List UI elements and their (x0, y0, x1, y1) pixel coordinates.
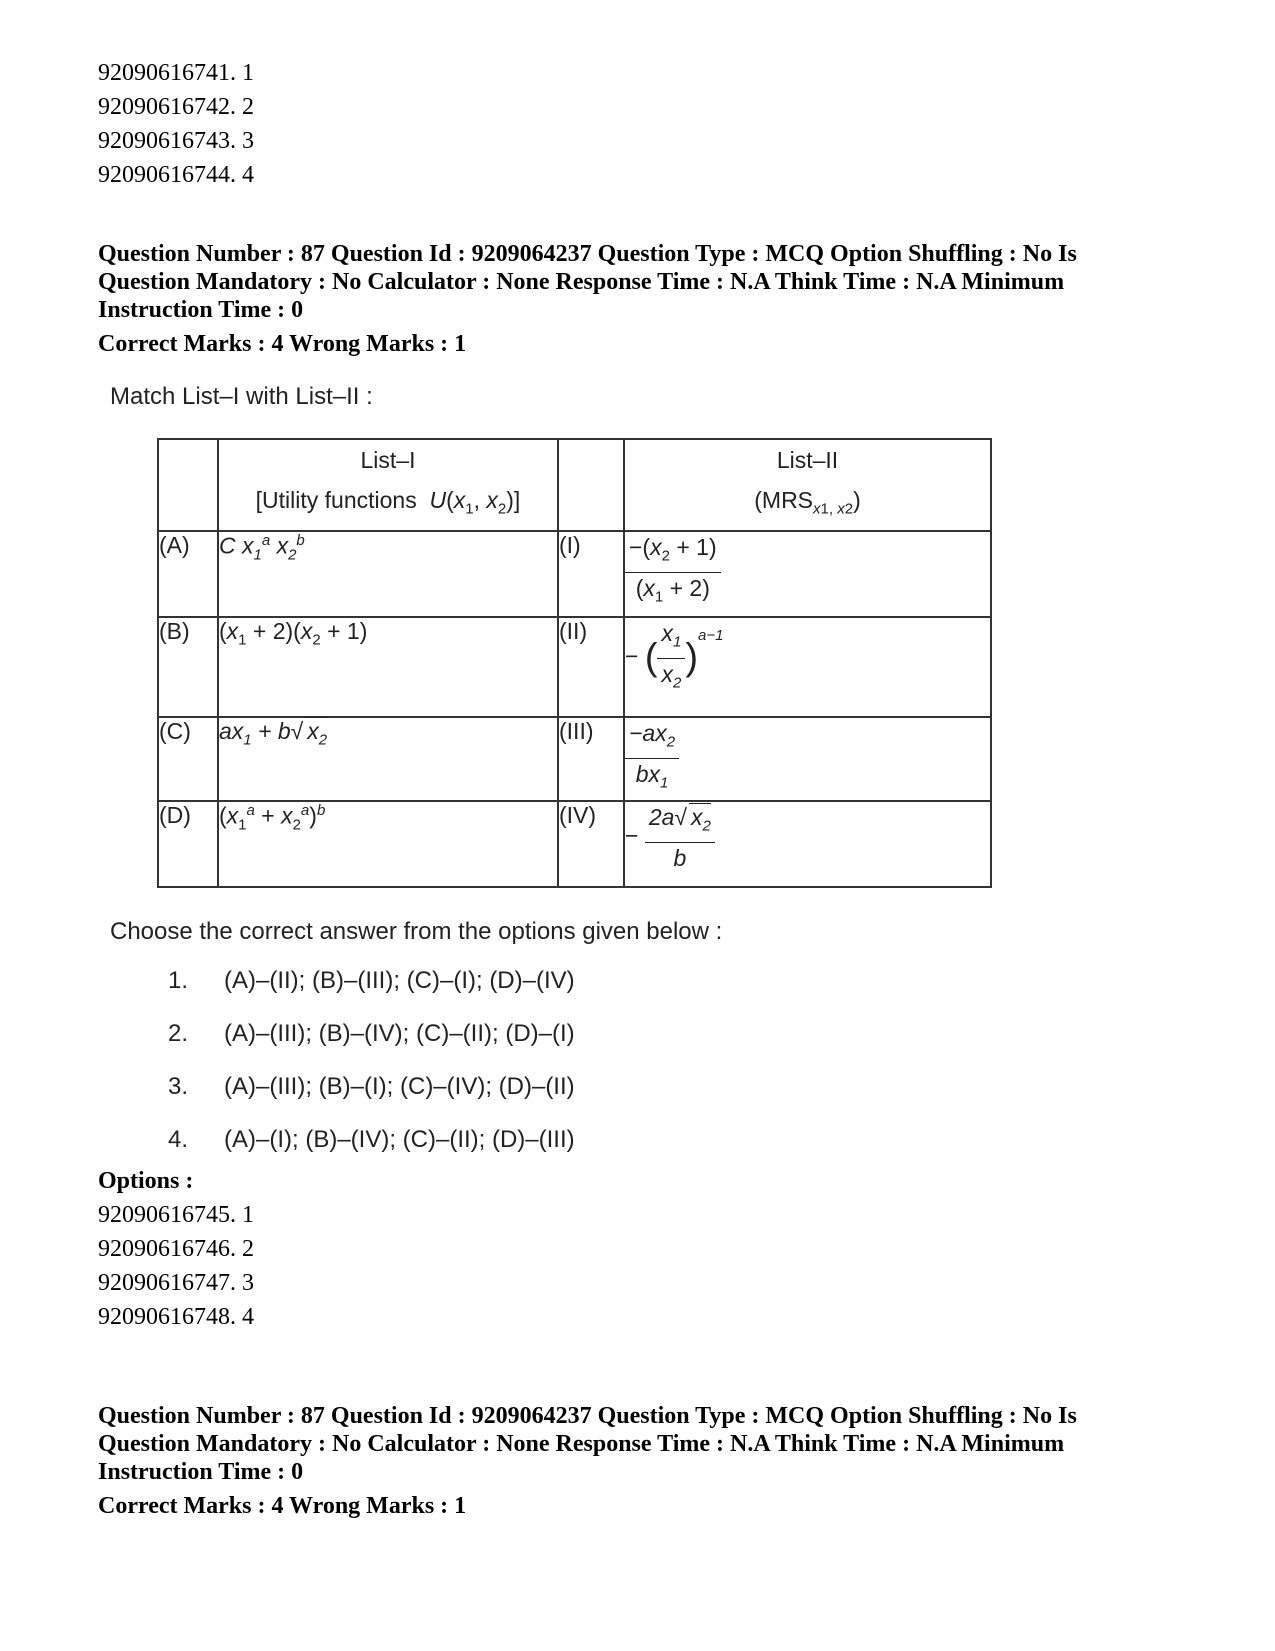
utility-function-b: $(x_1 + 2)(x_2 + 1)$ (218, 617, 558, 717)
roman-label: (III) (558, 717, 624, 801)
question-meta-line2: Question Mandatory : No Calculator : None Response Time : N.A Think Time : N.A Minimum (98, 1431, 1065, 1457)
next-question-header (98, 1402, 1178, 1520)
question-meta-line3: Instruction Time : 0 (98, 297, 304, 323)
utility-function-d: $(x_1^a + x_2^a)^b$ (218, 801, 558, 887)
mrs-expression-i: $\frac{-(x_2 + 1)}{(x_1 + 2)}$ (624, 531, 991, 617)
options-title: Options : (98, 1168, 194, 1194)
row-label: (A) (158, 531, 218, 617)
table-header-row (158, 439, 991, 531)
answer-choices (168, 962, 575, 1174)
option-id-line: 92090616747. 3 (98, 1270, 254, 1296)
utility-function-a: C $x_1^a$ $x_2^b$ (218, 531, 558, 617)
option-id-line: 92090616741. 1 (98, 60, 254, 86)
table-row (158, 617, 991, 717)
option-id-line: 92090616742. 2 (98, 94, 254, 120)
match-table (157, 438, 992, 888)
choose-instruction: Choose the correct answer from the options given below : (110, 918, 723, 945)
utility-function-c: $ax_1 + b√$ $x_2$ (218, 717, 558, 801)
answer-choice (168, 1068, 575, 1121)
table-row (158, 531, 991, 617)
answer-number: 1. (168, 967, 189, 994)
list1-title: List–I (360, 447, 416, 473)
list1-subtitle: [Utility functions $U(x_1$, $x_2$)] (255, 487, 521, 518)
question-meta-line3: Instruction Time : 0 (98, 1459, 304, 1485)
answer-number: 3. (168, 1073, 189, 1100)
row-label: (D) (158, 801, 218, 887)
option-id-line: 92090616748. 4 (98, 1304, 254, 1330)
question-meta-line1: Question Number : 87 Question Id : 9209064237 Question Type : MCQ Option Shuffling : No Is (98, 1403, 1077, 1429)
roman-label: (II) (558, 617, 624, 717)
list2-subtitle: $(MRS_{x1, x2})$ (754, 487, 861, 518)
table-row (158, 717, 991, 801)
list2-title: List–II (776, 447, 839, 473)
answer-text: (A)–(III); (B)–(IV); (C)–(II); (D)–(I) (224, 1020, 575, 1047)
question-marks: Correct Marks : 4 Wrong Marks : 1 (98, 1493, 467, 1519)
list1-header (218, 439, 558, 531)
empty-header-cell (558, 439, 624, 531)
previous-options-list (98, 56, 254, 192)
roman-label: (IV) (558, 801, 624, 887)
answer-choice (168, 962, 575, 1015)
question-header (98, 240, 1178, 358)
option-id-line: 92090616744. 4 (98, 162, 254, 188)
option-id-line: 92090616745. 1 (98, 1202, 254, 1228)
answer-text: (A)–(I); (B)–(IV); (C)–(II); (D)–(III) (224, 1126, 575, 1153)
answer-number: 2. (168, 1020, 189, 1047)
answer-choice (168, 1015, 575, 1068)
row-label: (B) (158, 617, 218, 717)
roman-label: (I) (558, 531, 624, 617)
option-id-line: 92090616743. 3 (98, 128, 254, 154)
question-meta-line2: Question Mandatory : No Calculator : None Response Time : N.A Think Time : N.A Minimum (98, 269, 1065, 295)
options-list (98, 1164, 254, 1334)
answer-text: (A)–(III); (B)–(I); (C)–(IV); (D)–(II) (224, 1073, 575, 1100)
answer-number: 4. (168, 1126, 189, 1153)
mrs-expression-ii: − ( $\frac{x_1}{x_2}$ )$^{a-1}$ (624, 617, 991, 717)
match-instruction: Match List–I with List–II : (110, 383, 373, 410)
empty-header-cell (158, 439, 218, 531)
option-id-line: 92090616746. 2 (98, 1236, 254, 1262)
list2-header (624, 439, 991, 531)
row-label: (C) (158, 717, 218, 801)
table-row (158, 801, 991, 887)
mrs-expression-iv: − $\frac{2a√ x_2}{b}$ (624, 801, 991, 887)
question-meta-line1: Question Number : 87 Question Id : 9209064237 Question Type : MCQ Option Shuffling : No Is (98, 241, 1077, 267)
question-marks: Correct Marks : 4 Wrong Marks : 1 (98, 331, 467, 357)
answer-text: (A)–(II); (B)–(III); (C)–(I); (D)–(IV) (224, 967, 575, 994)
mrs-expression-iii: $\frac{-ax_2}{bx_1}$ (624, 717, 991, 801)
